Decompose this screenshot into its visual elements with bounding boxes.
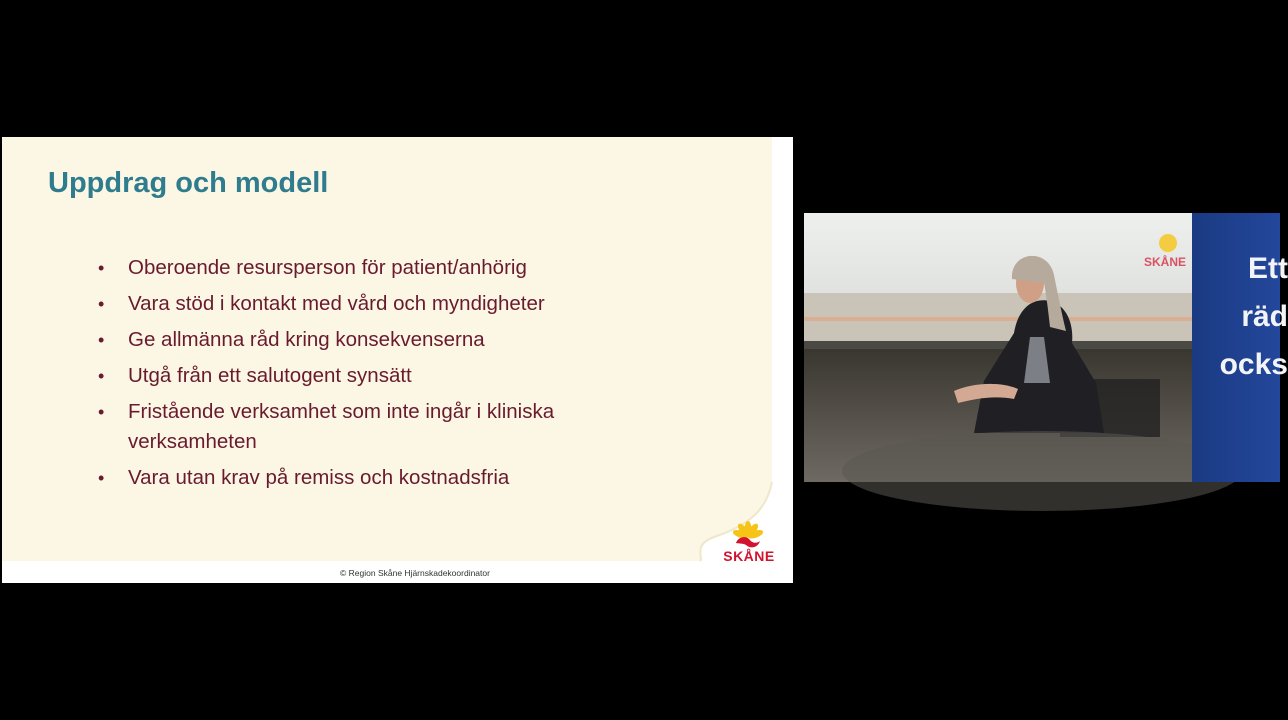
bullet-item bbox=[98, 463, 658, 493]
bullet-item bbox=[98, 397, 648, 457]
screen-logo-text: SKÅNE bbox=[1144, 255, 1187, 269]
bullet-text: Oberoende resursperson för patient/anhörig bbox=[128, 256, 527, 279]
banner-line: ocks bbox=[1219, 348, 1288, 381]
slide-footer: © Region Skåne Hjärnskadekoordinator bbox=[340, 568, 490, 578]
bullet-marker: • bbox=[98, 294, 105, 314]
logo-wordmark: SKÅNE bbox=[723, 548, 775, 564]
bullet-text: Ge allmänna råd kring konsekvenserna bbox=[128, 328, 485, 351]
bullet-item bbox=[98, 325, 658, 355]
banner-text bbox=[1208, 245, 1288, 389]
banner-line: räd bbox=[1241, 300, 1288, 333]
bullet-text: Fristående verksamhet som inte ingår i kliniska verksamheten bbox=[128, 400, 555, 453]
bullet-marker: • bbox=[98, 366, 105, 386]
bullet-item bbox=[98, 289, 658, 319]
bullet-text: Utgå från ett salutogent synsätt bbox=[128, 364, 412, 387]
bullet-text: Vara utan krav på remiss och kostnadsfria bbox=[128, 466, 510, 489]
bullet-marker: • bbox=[98, 402, 105, 422]
bullet-marker: • bbox=[98, 258, 105, 278]
bullet-text: Vara stöd i kontakt med vård och myndigheter bbox=[128, 292, 545, 315]
bullet-item bbox=[98, 361, 658, 391]
presentation-slide bbox=[2, 137, 793, 583]
speaker-video bbox=[804, 213, 1288, 482]
slide-title: Uppdrag och modell bbox=[48, 167, 329, 199]
bullet-marker: • bbox=[98, 330, 105, 350]
bullet-item bbox=[98, 253, 658, 283]
banner-line: Ett bbox=[1248, 252, 1288, 285]
bullet-marker: • bbox=[98, 468, 105, 488]
bullet-list bbox=[98, 253, 658, 499]
